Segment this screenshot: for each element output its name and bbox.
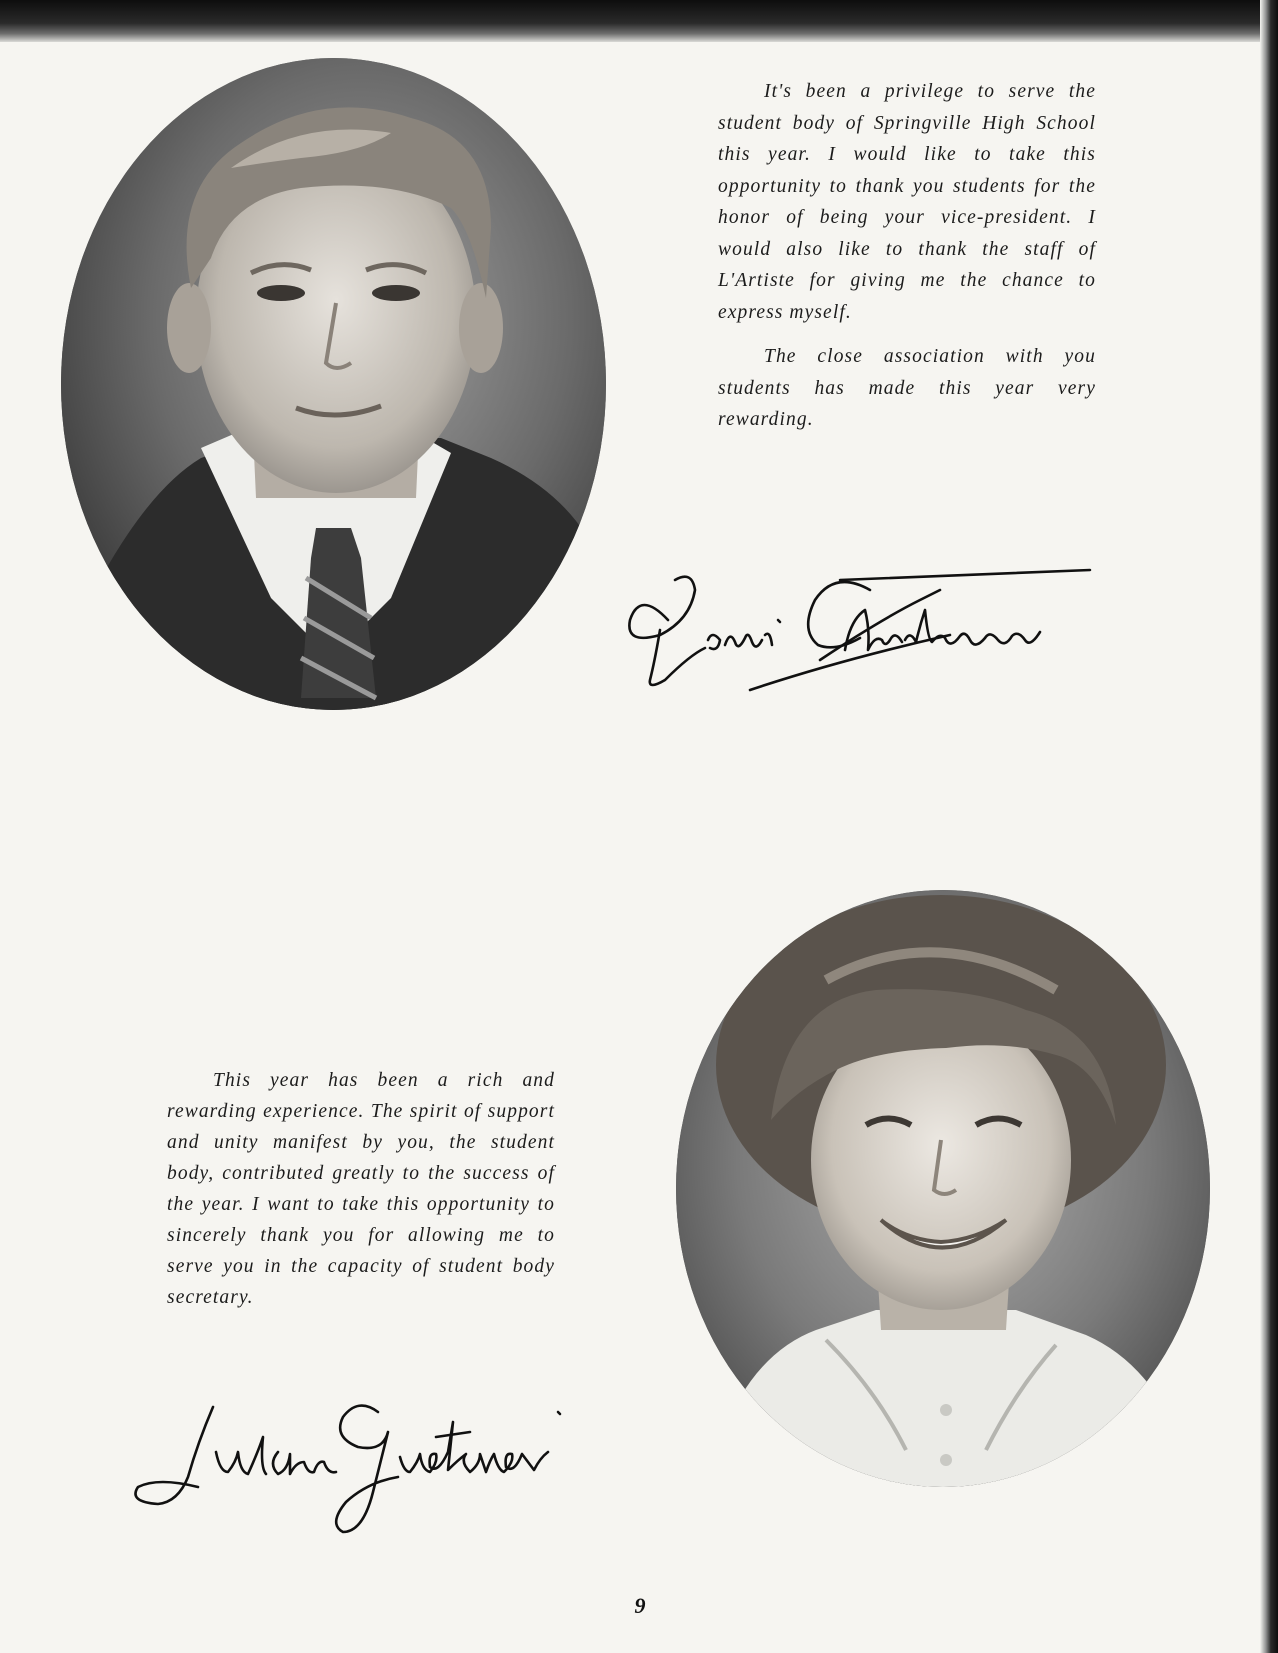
secretary-portrait [676, 890, 1210, 1487]
vice-president-message [718, 76, 1096, 436]
message-paragraph: It's been a privilege to serve the student body of Springville High School this year. I would like to take this opportunity to thank you students for the honor of being your vice-president. I would also like to thank the staff of L'Artiste for giving me the chance to express myself. [718, 81, 1096, 323]
secretary-signature [118, 1392, 678, 1542]
secretary-message [167, 1065, 555, 1313]
message-paragraph: The close association with you students has made this year very rewarding. [718, 346, 1096, 430]
vice-president-portrait [61, 58, 606, 710]
page-number: 9 [634, 1593, 646, 1618]
book-binding-top [0, 0, 1278, 42]
vice-president-signature [620, 560, 1100, 700]
message-paragraph: This year has been a rich and rewarding experience. The spirit of support and unity manifest by you, the student body, contributed greatly to the success of the year. I want to take this opportunity to sincerely thank you for allowing me to serve you in the capacity of student body secretary. [167, 1070, 555, 1308]
book-binding-right [1260, 0, 1278, 1653]
